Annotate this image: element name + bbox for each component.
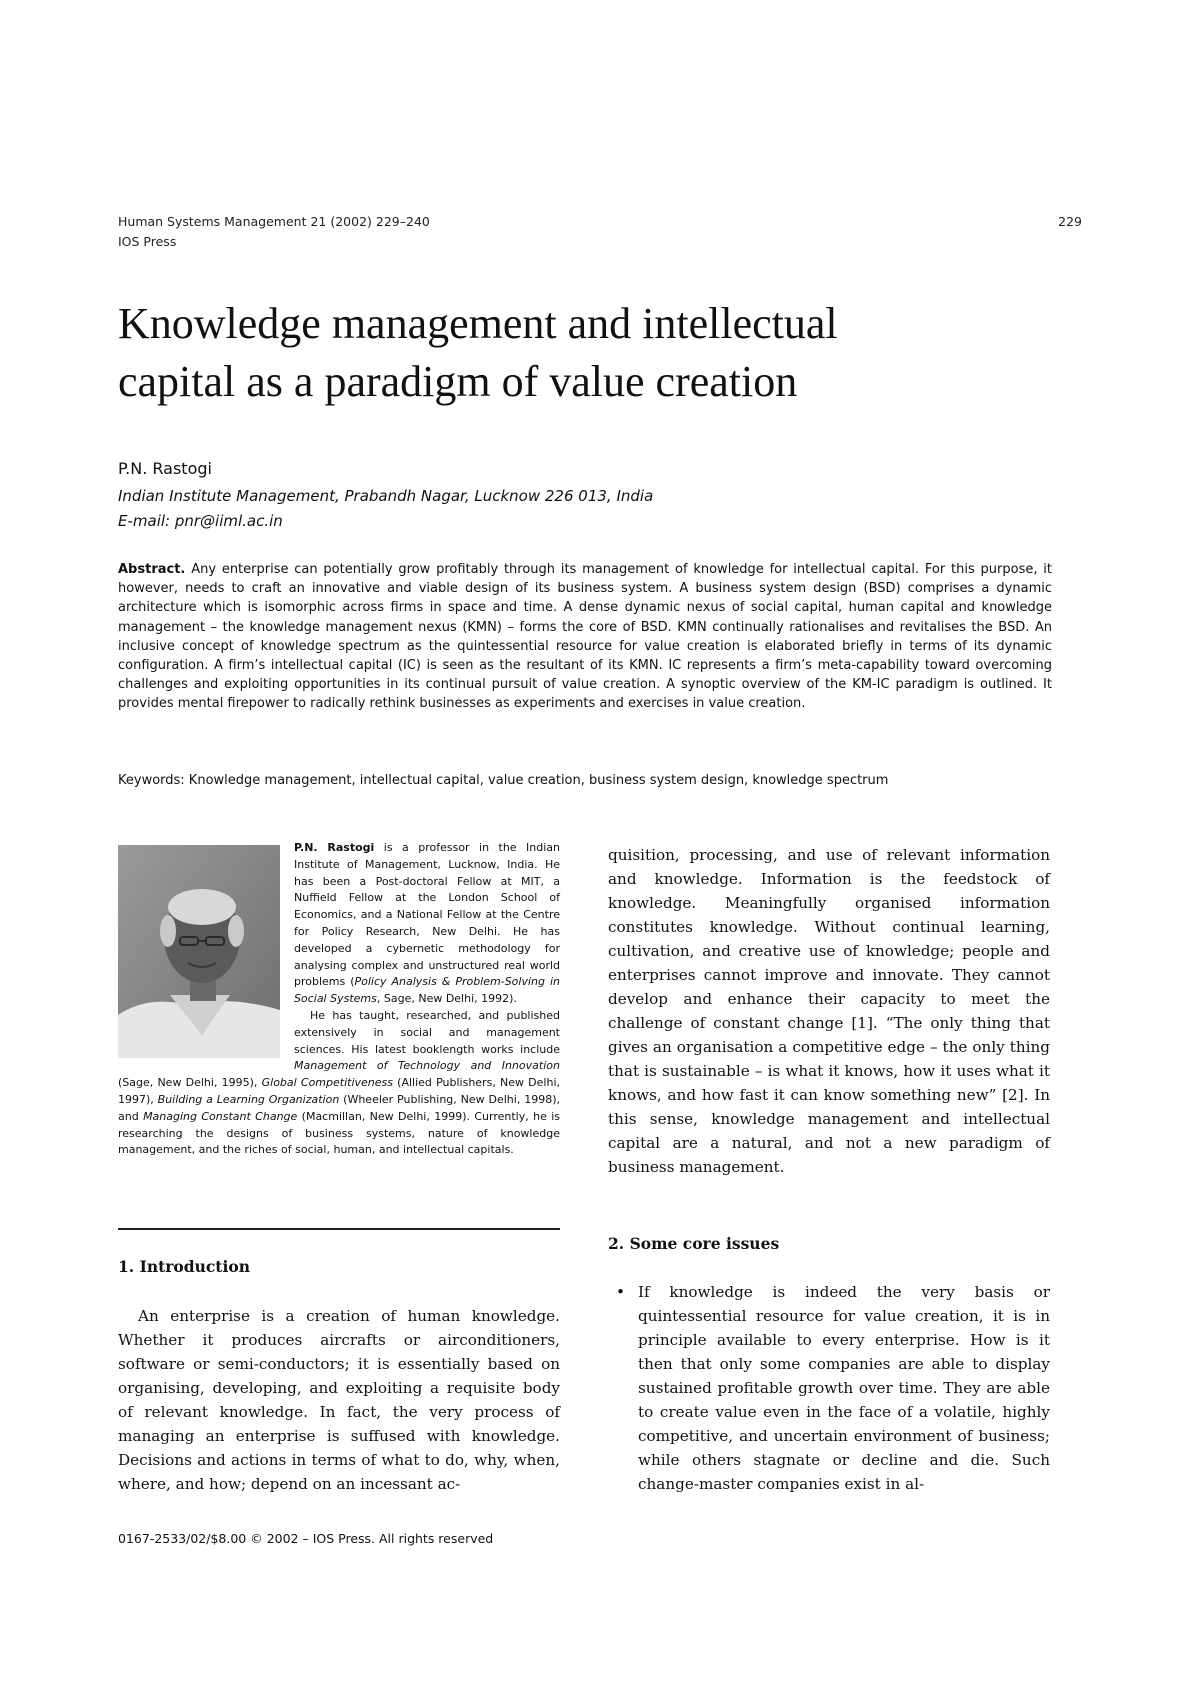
author-name: P.N. Rastogi xyxy=(118,459,212,478)
journal-citation: Human Systems Management 21 (2002) 229–240 xyxy=(118,214,430,229)
page-number: 229 xyxy=(1058,214,1082,229)
section-2-heading: 2. Some core issues xyxy=(608,1234,780,1253)
bio-name: P.N. Rastogi xyxy=(294,841,375,854)
bio-paragraph-2: He has taught, researched, and published extensively in social and management sciences. His latest booklength works include Management of Technology and Innovation (Sage, New Delhi, 1995), Global Competitiveness (Allied Publishers, New Delhi, 1997), Building a Learning Organization (Wheeler Publishing, New Delhi, 1998), and Managing Constant Change (Macmillan, New Delhi, 1999). Currently, he is researching the designs of business systems, nature of knowledge management, and the riches of social, human, and intellectual capitals. xyxy=(118,1008,561,1157)
section-1-body: An enterprise is a creation of human knowledge. Whether it produces aircrafts or airconditioners, software or semi-conductors; it is essentially based on organising, developing, and exploiting a requisite body of relevant knowledge. In fact, the very process of managing an enterprise is suffused with knowledge. Decisions and actions in terms of what to do, why, when, where, and how; depend on an incessant ac- xyxy=(118,1307,560,1493)
author-affiliation: Indian Institute Management, Prabandh Nagar, Lucknow 226 013, India xyxy=(118,487,654,505)
core-issues-list xyxy=(608,1280,1050,1496)
publisher: IOS Press xyxy=(118,234,177,249)
author-biography xyxy=(118,840,560,1159)
abstract-text: Any enterprise can potentially grow profitably through its management of knowledge for intellectual capital. For this purpose, it however, needs to craft an innovative and viable design of its business system. A business system design (BSD) comprises a dynamic architecture which is isomorphic across firms in space and time. A dense dynamic nexus of social capital, human capital and knowledge management – the knowledge management nexus (KMN) – forms the core of BSD. KMN continually rationalises and revitalises the BSD. An inclusive concept of knowledge spectrum as the quintessential resource for value creation is elaborated briefly in terms of its dynamic configuration. A firm’s intellectual capital (IC) is seen as the resultant of its KMN. IC represents a firm’s meta-capability toward overcoming challenges and exploiting opportunities in its continual pursuit of value creation. A synoptic overview of the KM-IC paradigm is outlined. It provides mental firepower to radically rethink businesses as experiments and exercises in value creation. xyxy=(118,562,1053,712)
paper-title xyxy=(118,295,1078,411)
title-line-2: capital as a paradigm of value creation xyxy=(118,357,798,406)
bio-paragraph-1: P.N. Rastogi is a professor in the Indian Institute of Management, Lucknow, India. He has been a Post-doctoral Fellow at MIT, a Nuffield Fellow at the London School of Economics, and a National Fellow at the Centre for Policy Research, New Delhi. He has developed a cybernetic methodology for analysing complex and unstructured real world problems (Policy Analysis & Problem-Solving in Social Systems, Sage, New Delhi, 1992). xyxy=(294,841,561,1006)
section-1-heading: 1. Introduction xyxy=(118,1257,250,1276)
keywords: Keywords: Knowledge management, intellectual capital, value creation, business system design, knowledge spectrum xyxy=(118,773,889,788)
copyright-footer: 0167-2533/02/$8.00 © 2002 – IOS Press. All rights reserved xyxy=(118,1531,494,1546)
right-column-continuation: quisition, processing, and use of relevant information and knowledge. Information is the feedstock of knowledge. Meaningfully organised information constitutes knowledge. Without continual learning, cultivation, and creative use of knowledge; people and enterprises cannot improve and innovate. They cannot develop and enhance their capacity to meet the challenge of constant change [1]. “The only thing that gives an organisation a competitive edge – the only thing that is sustainable – is what it knows, how it uses what it knows, and how fast it can know something new” [2]. In this sense, knowledge management and intellectual capital are a natural, and not a new paradigm of business management. xyxy=(608,846,1050,1176)
abstract xyxy=(118,560,1052,714)
author-email: E-mail: pnr@iiml.ac.in xyxy=(118,512,283,530)
abstract-label: Abstract. xyxy=(118,562,186,577)
section-2-body xyxy=(608,1280,1050,1496)
bio-separator-rule xyxy=(118,1228,560,1230)
title-line-1: Knowledge management and intellectual xyxy=(118,299,838,348)
list-item: • If knowledge is indeed the very basis or quintessential resource for value creation, it is in principle available to every enterprise. How is it then that only some companies are able to display sustained profitable growth over time. They are able to create value even in the face of a volatile, highly competitive, and uncertain environment of business; while others stagnate or decline and die. Such change-master companies exist in al- xyxy=(608,1280,1050,1496)
